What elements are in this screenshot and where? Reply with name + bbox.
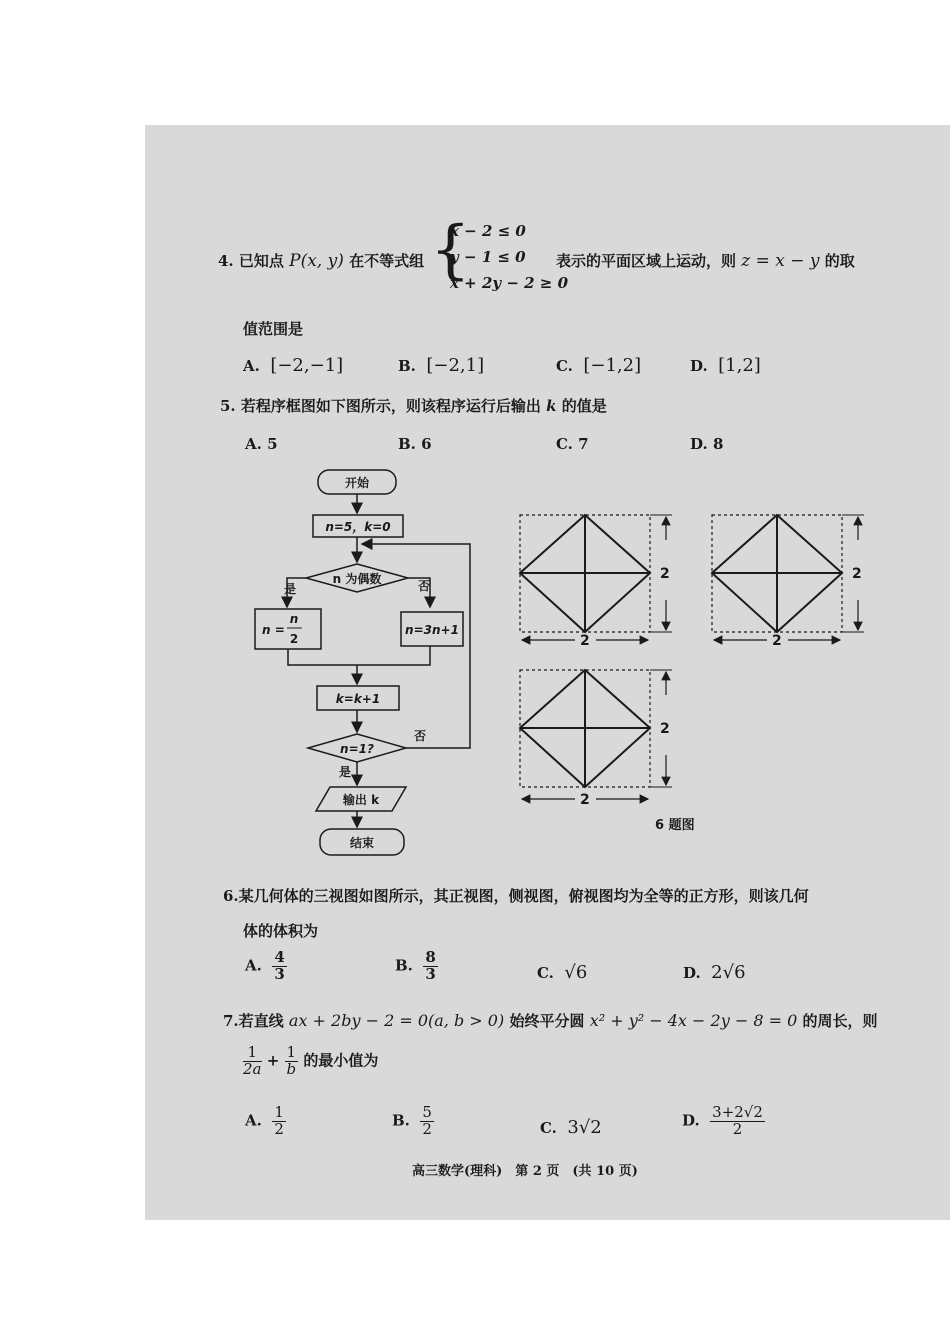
q7-option-b-letter: B.: [392, 1111, 410, 1130]
q4-option-a-value: [−2,−1]: [270, 355, 344, 376]
front-height-label: 2: [660, 566, 670, 582]
figure-caption: 6 题图: [655, 818, 695, 833]
q6-option-a: [245, 950, 287, 983]
q7-option-c-letter: C.: [540, 1119, 557, 1137]
q4-sys-line3: x + 2y − 2 ≥ 0: [450, 274, 569, 292]
q6-option-d-value: 2√6: [711, 962, 746, 983]
q5-option-c-letter: C.: [556, 435, 573, 453]
fc-cond1-text: n 为偶数: [332, 572, 382, 586]
q7-option-c: [540, 1117, 602, 1138]
q5-stem-a: 5. 若程序框图如下图所示，则该程序运行后输出: [220, 397, 541, 415]
fc-cond2-text: n=1?: [340, 742, 374, 756]
q7-line1-c: 的周长，则: [802, 1012, 878, 1030]
q7-frac1: [243, 1045, 262, 1078]
q7-option-d: [682, 1105, 765, 1138]
fc-start-text: 开始: [344, 476, 370, 490]
fc-output-text: 输出 k: [342, 793, 380, 807]
q7-plus: +: [266, 1051, 280, 1070]
fc-incr-text: k=k+1: [335, 692, 381, 706]
q4-sys-line2: y − 1 ≤ 0: [450, 248, 526, 266]
q7-option-d-letter: D.: [682, 1111, 700, 1130]
fc-no-label: 否: [417, 579, 431, 593]
q7-option-c-value: 3√2: [567, 1117, 602, 1138]
q6-option-d: [683, 962, 746, 983]
q7-frac2: [285, 1045, 299, 1078]
fc-no2-label: 否: [413, 729, 427, 743]
top-width-label: 2: [580, 792, 590, 808]
q6-option-a-letter: A.: [245, 956, 262, 975]
q6-option-a-den: 3: [274, 964, 285, 983]
q5-option-a-value: 5: [267, 435, 278, 453]
q6-option-d-letter: D.: [683, 964, 701, 982]
q6-option-b-den: 3: [425, 964, 436, 983]
q6-option-b-num: 8: [425, 948, 436, 966]
q7-line1-b: 始终平分圆: [509, 1012, 585, 1030]
q5-option-b-value: 6: [421, 435, 432, 453]
q7-option-a: [245, 1105, 286, 1138]
q4-suffix: 表示的平面区域上运动，则: [556, 252, 737, 270]
q4-prefix: 4. 已知点: [218, 252, 284, 270]
q6-line2: 体的体积为: [243, 922, 319, 940]
front-view: [520, 515, 672, 640]
top-height-label: 2: [660, 721, 670, 737]
q4-expr: z = x − y: [741, 251, 820, 271]
q7-frac2-den: b: [286, 1059, 297, 1078]
q5-stem-b: 的值是: [561, 397, 607, 415]
q7-circle-eq: x² + y² − 4x − 2y − 8 = 0: [589, 1011, 798, 1030]
q7-option-b: [392, 1105, 434, 1138]
q5-option-b-letter: B.: [398, 435, 416, 453]
q4-option-b-letter: B.: [398, 357, 416, 375]
page-footer: 高三数学(理科) 第 2 页 (共 10 页): [412, 1164, 638, 1179]
q7-option-d-den: 2: [732, 1119, 743, 1138]
q7-option-d-frac: [710, 1105, 765, 1138]
fc-end-text: 结束: [349, 836, 375, 850]
q5-option-d-value: 8: [712, 435, 724, 453]
fc-even-lhs: n =: [262, 623, 285, 637]
q7-option-b-num: 5: [422, 1103, 432, 1121]
q7-line-eq: ax + 2by − 2 = 0(a, b > 0): [288, 1011, 505, 1030]
q7-frac1-num: 1: [243, 1045, 262, 1062]
q6-option-b: [395, 950, 438, 983]
q7-frac1-den: 2a: [243, 1059, 262, 1078]
q5-option-a-letter: A.: [245, 435, 262, 453]
q7-option-a-den: 2: [274, 1119, 284, 1138]
q4-line2: 值范围是: [243, 320, 304, 338]
q5-stem-k: k: [546, 397, 557, 415]
q4-option-b-value: [−2,1]: [426, 355, 485, 376]
fc-init-text: n=5，k=0: [325, 520, 391, 534]
q7-frac2-num: 1: [286, 1043, 297, 1061]
side-height-label: 2: [852, 566, 862, 582]
q5-option-c-value: 7: [578, 435, 589, 453]
q7-line1-a: 7.若直线: [223, 1012, 284, 1030]
fc-even-num: n: [289, 612, 299, 626]
q6-option-c: [537, 962, 587, 983]
q4-option-c-value: [−1,2]: [583, 355, 642, 376]
q4-suffix2: 的取: [824, 252, 855, 270]
front-width-label: 2: [580, 633, 590, 649]
q4-option-c-letter: C.: [556, 357, 573, 375]
q7-line2-tail: 的最小值为: [303, 1051, 379, 1070]
q6-option-a-num: 4: [274, 948, 285, 966]
q7-line1: [223, 1010, 878, 1031]
q4-option-d-letter: D.: [690, 357, 708, 375]
q7-option-a-num: 1: [274, 1103, 284, 1121]
q4-option-d-value: [1,2]: [718, 355, 761, 376]
q6-option-b-frac: [423, 950, 437, 983]
q6-option-b-letter: B.: [395, 956, 413, 975]
q6-line1: 6.某几何体的三视图如图所示，其正视图，侧视图，俯视图均为全等的正方形，则该几何: [223, 887, 809, 905]
q4-sys-line1: x − 2 ≤ 0: [450, 222, 526, 240]
q6-option-a-frac: [272, 950, 286, 983]
fc-even-den: 2: [289, 632, 299, 646]
fc-yes-label: 是: [283, 582, 297, 596]
q7-option-b-frac: [420, 1105, 434, 1138]
top-view: [520, 670, 672, 799]
side-width-label: 2: [772, 633, 782, 649]
q7-option-d-num: 3+2√2: [712, 1103, 763, 1121]
q7-option-a-frac: [272, 1105, 286, 1138]
fc-yes2-label: 是: [338, 765, 352, 779]
q4-system-brace: {: [430, 213, 471, 287]
q6-option-c-letter: C.: [537, 964, 554, 982]
q5-option-d-letter: D.: [690, 435, 708, 453]
q4-point: P(x, y): [289, 251, 344, 271]
q7-option-b-den: 2: [422, 1119, 432, 1138]
q6-option-c-value: √6: [564, 962, 588, 983]
q7-option-a-letter: A.: [245, 1111, 262, 1130]
side-view: [712, 515, 864, 640]
q7-line2: [243, 1045, 378, 1078]
q4-mid: 在不等式组: [349, 252, 425, 270]
fc-odd-text: n=3n+1: [405, 623, 459, 637]
q4-option-a-letter: A.: [243, 357, 260, 375]
